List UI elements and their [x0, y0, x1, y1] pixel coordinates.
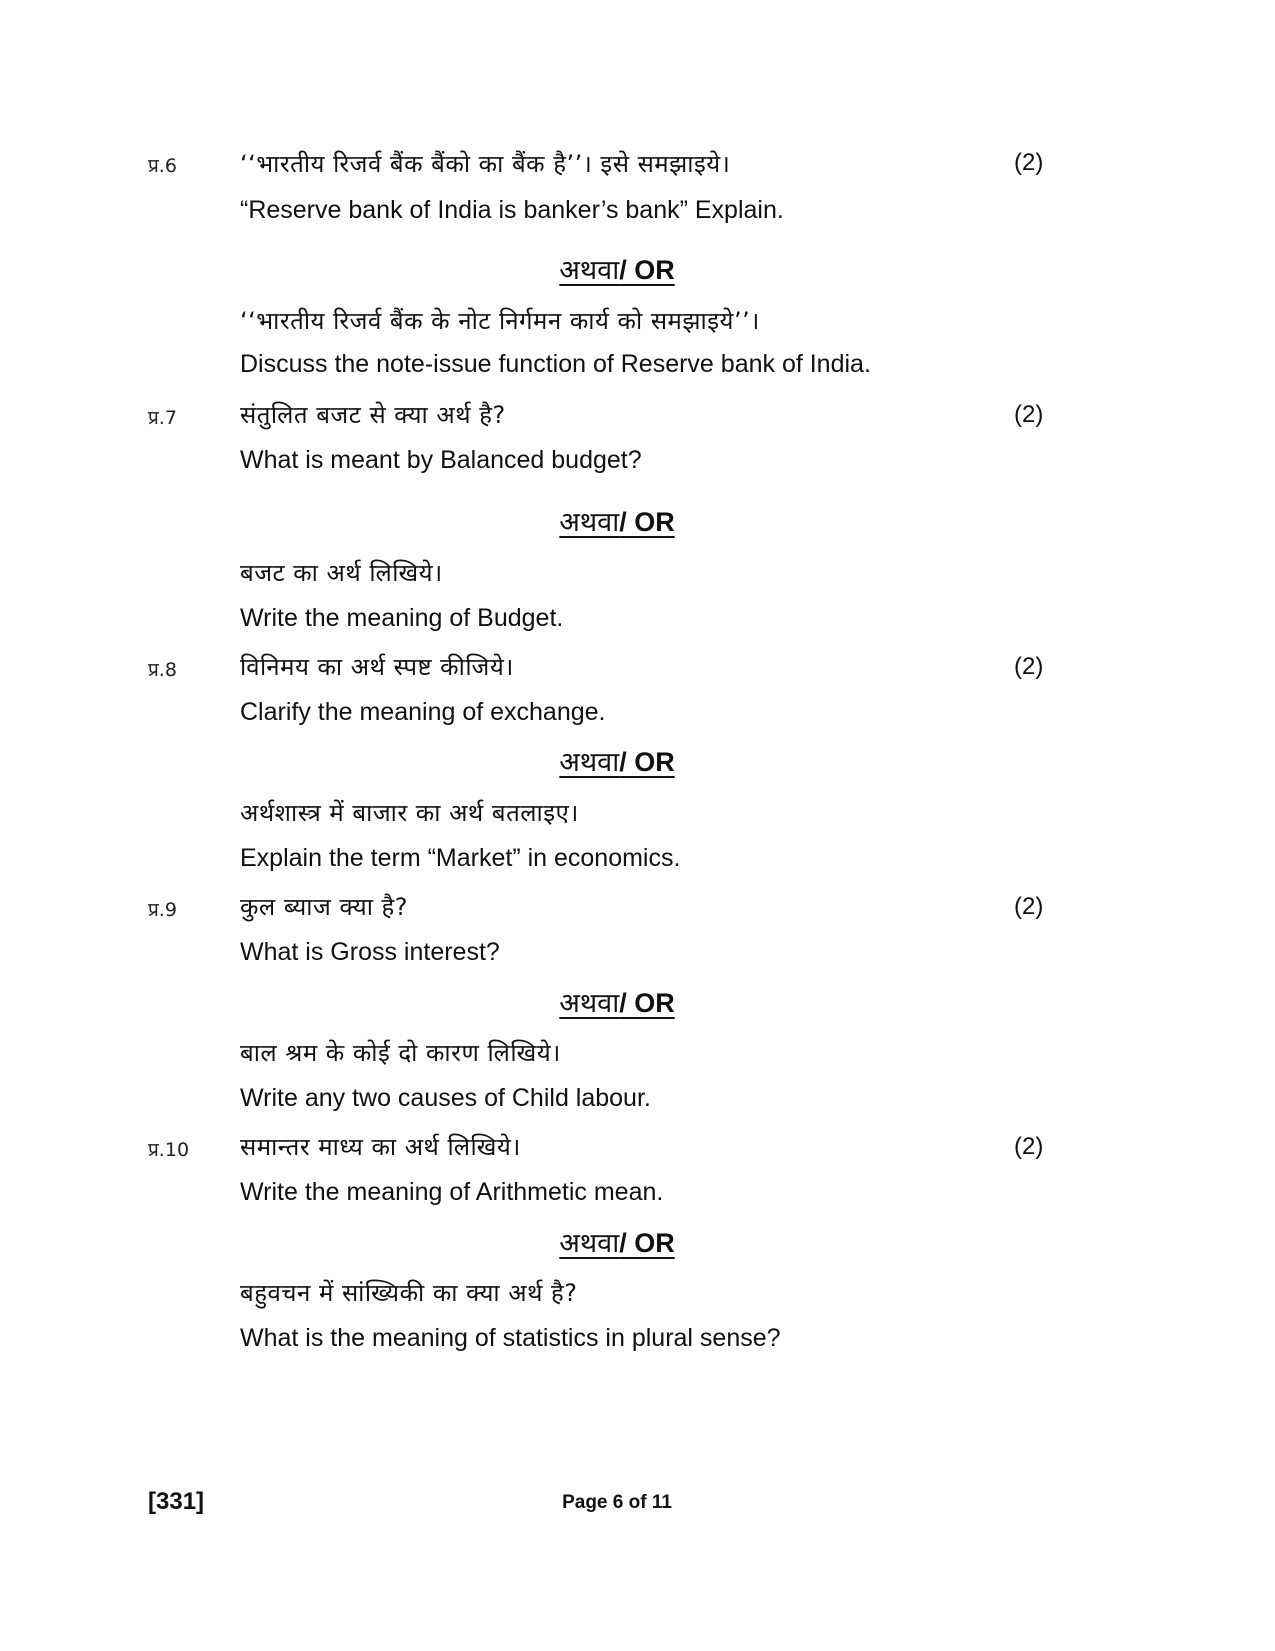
question-marks: (2) [1014, 1133, 1044, 1160]
or-divider [0, 983, 1234, 1020]
alternate-question-english: Write the meaning of Budget. [240, 604, 564, 632]
question-number: प्र.6 [148, 155, 177, 177]
alternate-question-hindi: बजट का अर्थ लिखिये। [240, 559, 443, 587]
question-number: प्र.10 [148, 1139, 190, 1161]
or-label-hindi: अथवा [559, 255, 620, 286]
question-text-hindi: विनिमय का अर्थ स्पष्ट कीजिये। [240, 653, 514, 681]
question-number: प्र.7 [148, 407, 177, 429]
question-text-english: “Reserve bank of India is banker’s bank” Explain. [240, 196, 784, 224]
question-marks: (2) [1014, 653, 1044, 680]
or-label-english: / OR [619, 1228, 675, 1258]
question-marks: (2) [1014, 401, 1044, 428]
question-text-english: Write the meaning of Arithmetic mean. [240, 1178, 664, 1206]
or-label-english: / OR [619, 507, 675, 537]
alternate-question-english: Explain the term “Market” in economics. [240, 844, 681, 872]
or-label-hindi: अथवा [559, 1228, 620, 1259]
or-label-hindi: अथवा [559, 988, 620, 1019]
question-text-english: What is Gross interest? [240, 938, 500, 966]
question-text-hindi: कुल ब्याज क्या है? [240, 893, 409, 921]
alternate-question-hindi: बाल श्रम के कोई दो कारण लिखिये। [240, 1039, 561, 1067]
question-marks: (2) [1014, 149, 1044, 176]
or-divider [0, 502, 1234, 539]
page-number: Page 6 of 11 [562, 1492, 672, 1513]
question-text-english: What is meant by Balanced budget? [240, 446, 642, 474]
question-text-hindi: संतुलित बजट से क्या अर्थ है? [240, 401, 506, 429]
or-label-english: / OR [619, 255, 675, 285]
or-label-english: / OR [619, 988, 675, 1018]
or-label-english: / OR [619, 747, 675, 777]
question-marks: (2) [1014, 893, 1044, 920]
or-divider [0, 742, 1234, 779]
alternate-question-hindi: अर्थशास्त्र में बाजार का अर्थ बतलाइए। [240, 799, 579, 827]
question-text-hindi: समान्तर माध्य का अर्थ लिखिये। [240, 1133, 521, 1161]
alternate-question-hindi: बहुवचन में सांख्यिकी का क्या अर्थ है? [240, 1279, 578, 1307]
alternate-question-english: Discuss the note-issue function of Reserve bank of India. [240, 350, 871, 378]
alternate-question-hindi: ‘‘भारतीय रिजर्व बैंक के नोट निर्गमन कार्य को समझाइये’’। [240, 307, 760, 335]
question-number: प्र.9 [148, 899, 177, 921]
question-text-hindi: ‘‘भारतीय रिजर्व बैंक बैंको का बैंक है’’। इसे समझाइये। [240, 150, 731, 178]
question-text-english: Clarify the meaning of exchange. [240, 698, 606, 726]
paper-code: [331] [148, 1488, 205, 1515]
alternate-question-english: What is the meaning of statistics in plural sense? [240, 1324, 781, 1352]
or-divider [0, 250, 1234, 287]
question-number: प्र.8 [148, 659, 177, 681]
or-divider [0, 1223, 1234, 1260]
or-label-hindi: अथवा [559, 747, 620, 778]
or-label-hindi: अथवा [559, 507, 620, 538]
alternate-question-english: Write any two causes of Child labour. [240, 1084, 651, 1112]
